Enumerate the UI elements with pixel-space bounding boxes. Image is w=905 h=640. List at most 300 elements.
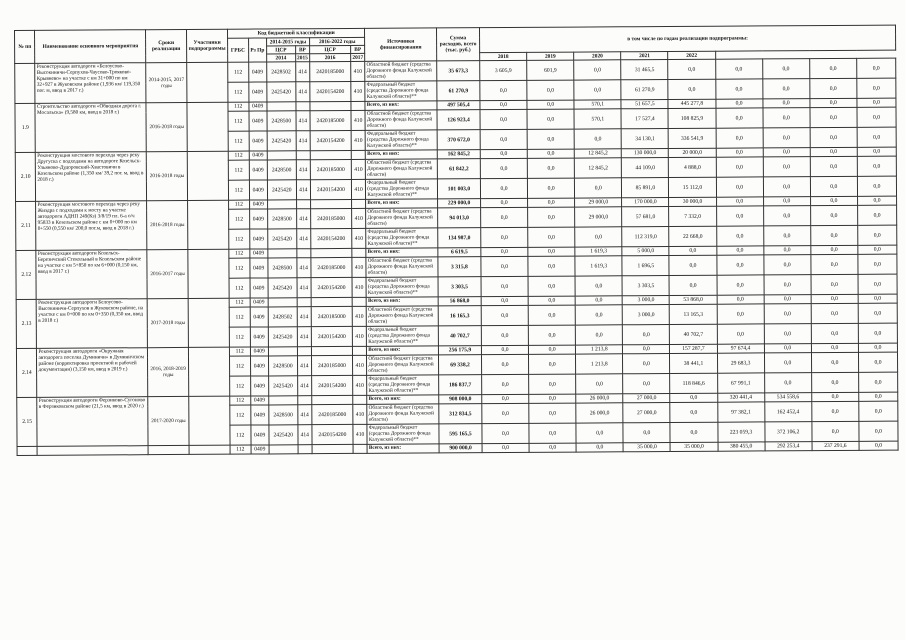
year-value: 0,0 bbox=[529, 443, 576, 452]
participants-cell bbox=[189, 347, 230, 396]
grbs-cell: 112 bbox=[230, 425, 251, 445]
year-value: 0,0 bbox=[809, 58, 856, 78]
year-value: 34 130,1 bbox=[621, 129, 668, 149]
sum-cell: 595 165,5 bbox=[439, 424, 482, 444]
participants-cell bbox=[188, 249, 229, 298]
csr-cell: 2425420 bbox=[268, 229, 297, 249]
term bbox=[148, 445, 189, 454]
grbs-cell: 112 bbox=[229, 278, 250, 298]
row-number: 2.10 bbox=[15, 152, 36, 201]
activity-name: Реконструкция автодороги Козельск-Березичский Стекольный в Козельском районе на участке с км 5+850 по км 6+000 (0,150 км, ввод в 2017 г.) bbox=[36, 250, 147, 300]
sum-cell: 69 338,2 bbox=[438, 355, 481, 375]
rzpr-cell: 0409 bbox=[249, 200, 267, 209]
csr-cell: 2420154200 bbox=[312, 424, 353, 444]
participants-cell bbox=[187, 102, 228, 151]
year-value: 118 846,6 bbox=[670, 373, 717, 393]
csr-cell: 2420154200 bbox=[311, 326, 352, 346]
csr-cell: 2428500 bbox=[269, 405, 298, 425]
year-value: 0,0 bbox=[481, 207, 528, 227]
year-value: 0,0 bbox=[716, 128, 763, 148]
source-cell: Всего, из них: bbox=[367, 346, 439, 355]
vr-cell bbox=[296, 200, 310, 209]
row-number bbox=[17, 446, 38, 455]
year-value: 0,0 bbox=[858, 294, 897, 303]
year-value: 29 683,3 bbox=[717, 353, 764, 373]
year-value: 0,0 bbox=[575, 305, 622, 325]
csr-cell: 2425420 bbox=[267, 82, 296, 102]
year-value: 0,0 bbox=[528, 198, 575, 207]
vr-cell: 414 bbox=[296, 111, 310, 131]
year-value: 97 674,4 bbox=[717, 344, 764, 353]
year-value: 0,0 bbox=[480, 109, 527, 129]
csr-cell bbox=[267, 102, 296, 111]
year-value: 5 000,0 bbox=[622, 247, 669, 256]
vr-cell: 414 bbox=[297, 258, 311, 278]
source-cell: Всего, из них: bbox=[367, 444, 439, 453]
year-value: 31 465,5 bbox=[621, 60, 668, 80]
source-cell: Областной бюджет (средства Дорожного фонда Калужской области) bbox=[366, 306, 438, 326]
csr-cell: 2425420 bbox=[267, 131, 296, 151]
year-value: 0,0 bbox=[717, 295, 764, 304]
csr-cell: 2425420 bbox=[269, 376, 298, 396]
grbs-cell: 112 bbox=[228, 82, 249, 102]
year-value: 0,0 bbox=[811, 392, 858, 401]
source-cell: Всего, из них: bbox=[366, 150, 438, 159]
csr-cell: 2420185000 bbox=[311, 257, 352, 277]
sum-cell: 3 303,5 bbox=[438, 277, 481, 297]
grbs-cell: 112 bbox=[228, 111, 249, 131]
vr-cell: 414 bbox=[297, 376, 311, 396]
year-value: 0,0 bbox=[857, 176, 896, 196]
year-header: 2014 bbox=[267, 54, 296, 62]
col-csr2: ЦСР bbox=[310, 45, 351, 53]
year-value: 13 165,3 bbox=[670, 304, 717, 324]
rzpr-cell: 0409 bbox=[250, 278, 269, 298]
col-source: Источники финансирования bbox=[365, 28, 437, 61]
csr-cell: 2420154200 bbox=[311, 228, 352, 248]
csr-cell bbox=[312, 395, 353, 404]
term: 2016-2018 годы bbox=[146, 102, 187, 151]
csr-cell: 2420185000 bbox=[311, 306, 352, 326]
year-value: 0,0 bbox=[529, 423, 576, 443]
sum-cell: 900 000,0 bbox=[439, 444, 482, 453]
vr-cell bbox=[352, 297, 366, 306]
year-value: 0,0 bbox=[859, 421, 898, 441]
grbs-cell: 112 bbox=[230, 405, 251, 425]
csr-cell: 2420185000 bbox=[310, 110, 351, 130]
vr-cell bbox=[352, 248, 366, 257]
rzpr-cell: 0409 bbox=[250, 405, 269, 425]
vr-cell bbox=[296, 249, 310, 258]
year-value: 0,0 bbox=[529, 345, 576, 354]
year-value: 0,0 bbox=[481, 256, 528, 276]
term: 2017-2020 годы bbox=[148, 396, 189, 445]
vr-cell: 414 bbox=[297, 278, 311, 298]
source-cell: Федеральный бюджет (средства Дорожного фонда Калужской области)** bbox=[366, 277, 438, 297]
year-value: 0,0 bbox=[481, 305, 528, 325]
year-value: 0,0 bbox=[762, 59, 809, 79]
vr-cell: 410 bbox=[351, 179, 366, 199]
csr-cell: 2428502 bbox=[268, 307, 297, 327]
year-value: 0,0 bbox=[764, 373, 811, 393]
year-value: 0,0 bbox=[716, 206, 763, 226]
year-value: 0,0 bbox=[575, 178, 622, 198]
year-value: 0,0 bbox=[764, 304, 811, 324]
vr-cell: 410 bbox=[352, 257, 367, 277]
sum-cell: 497 505,4 bbox=[437, 101, 480, 110]
rzpr-cell: 0409 bbox=[248, 82, 267, 102]
csr-cell: 2420185000 bbox=[310, 159, 351, 179]
grbs-cell: 112 bbox=[230, 356, 251, 376]
csr-cell: 2425420 bbox=[268, 278, 297, 298]
year-value: 0,0 bbox=[763, 157, 810, 177]
year-value: 0,0 bbox=[764, 295, 811, 304]
col-2014-2015: 2014-2015 годы bbox=[266, 38, 309, 46]
csr-cell bbox=[268, 298, 297, 307]
year-value: 0,0 bbox=[811, 343, 858, 352]
vr-cell bbox=[352, 346, 366, 355]
rzpr-cell: 0409 bbox=[249, 160, 268, 180]
year-value: 0,0 bbox=[764, 344, 811, 353]
grbs-cell: 112 bbox=[228, 180, 249, 200]
year-value: 0,0 bbox=[764, 255, 811, 275]
year-value: 67 991,1 bbox=[717, 373, 764, 393]
rzpr-cell: 0409 bbox=[248, 102, 266, 111]
vr-cell: 410 bbox=[353, 404, 368, 424]
year-value: 0,0 bbox=[575, 227, 622, 247]
year-header: 2018 bbox=[480, 52, 527, 60]
csr-cell bbox=[311, 297, 352, 306]
row-number: 1.9 bbox=[15, 103, 36, 152]
year-header: 2019 bbox=[527, 52, 574, 60]
year-value: 0,0 bbox=[811, 274, 858, 294]
year-value: 0,0 bbox=[858, 274, 897, 294]
year-value: 38 441,1 bbox=[670, 353, 717, 373]
vr-cell: 414 bbox=[298, 425, 312, 445]
term: 2016-2017 годы bbox=[147, 249, 188, 298]
rzpr-cell: 0409 bbox=[250, 356, 269, 376]
sum-cell: 61 270,9 bbox=[437, 81, 480, 101]
csr-cell: 2428500 bbox=[268, 258, 297, 278]
year-value: 1 619,3 bbox=[575, 247, 622, 256]
csr-cell bbox=[312, 444, 353, 453]
year-value: 0,0 bbox=[858, 343, 897, 352]
year-value: 27 000,0 bbox=[623, 393, 670, 402]
year-value: 0,0 bbox=[763, 128, 810, 148]
year-value: 0,0 bbox=[810, 196, 857, 205]
row-number: 2.12 bbox=[16, 250, 37, 299]
activity-name: Реконструкция автодороги Ферзиково-Сугоново в Ферзиковском районе (21,5 км, ввод в 2020 г.) bbox=[37, 397, 148, 447]
year-header: 2020 bbox=[574, 52, 621, 60]
year-value: 0,0 bbox=[528, 256, 575, 276]
year-value: 0,0 bbox=[810, 107, 857, 127]
year-value: 3 303,5 bbox=[622, 276, 669, 296]
year-value: 3 000,0 bbox=[623, 305, 670, 325]
vr-cell: 410 bbox=[352, 208, 367, 228]
source-cell: Областной бюджет (средства Дорожного фонда Калужской области) bbox=[366, 257, 438, 277]
year-value: 0,0 bbox=[528, 178, 575, 198]
vr-cell bbox=[298, 445, 312, 454]
year-value: 0,0 bbox=[481, 227, 528, 247]
year-value: 0,0 bbox=[857, 58, 896, 78]
vr-cell bbox=[296, 151, 310, 160]
year-value: 0,0 bbox=[527, 158, 574, 178]
source-cell: Областной бюджет (средства Дорожного фонда Калужской области) bbox=[365, 61, 437, 81]
year-value: 0,0 bbox=[763, 197, 810, 206]
vr-cell bbox=[296, 102, 310, 111]
rzpr-cell: 0409 bbox=[250, 298, 268, 307]
sum-cell: 134 987,0 bbox=[438, 228, 481, 248]
year-value: 0,0 bbox=[763, 99, 810, 108]
participants-cell bbox=[189, 396, 230, 445]
year-value: 0,0 bbox=[574, 60, 621, 80]
year-value: 0,0 bbox=[811, 245, 858, 254]
csr-cell bbox=[310, 101, 351, 110]
source-cell: Федеральный бюджет (средства Дорожного фонда Калужской области)** bbox=[366, 228, 438, 248]
rzpr-cell: 0409 bbox=[250, 327, 269, 347]
year-value: 7 332,0 bbox=[669, 206, 716, 226]
year-value: 0,0 bbox=[763, 148, 810, 157]
col-csr1: ЦСР bbox=[267, 46, 296, 54]
vr-cell bbox=[351, 150, 365, 159]
sum-cell: 61 842,2 bbox=[437, 159, 480, 179]
year-value: 0,0 bbox=[527, 80, 574, 100]
source-cell: Областной бюджет (средства Дорожного фонда Калужской области) bbox=[365, 110, 437, 130]
year-value: 29 000,0 bbox=[575, 198, 622, 207]
source-cell: Федеральный бюджет (средства Дорожного фонда Калужской области)** bbox=[367, 375, 439, 395]
sum-cell: 16 165,3 bbox=[438, 306, 481, 326]
csr-cell: 2428502 bbox=[267, 62, 296, 82]
year-value: 0,0 bbox=[763, 226, 810, 246]
year-value: 0,0 bbox=[858, 225, 897, 245]
year-value: 0,0 bbox=[857, 156, 896, 176]
year-value: 0,0 bbox=[764, 324, 811, 344]
year-value: 0,0 bbox=[623, 422, 670, 442]
year-value: 0,0 bbox=[811, 303, 858, 323]
grbs-cell: 112 bbox=[228, 131, 249, 151]
year-value: 35 000,0 bbox=[623, 442, 670, 451]
year-value: 0,0 bbox=[529, 403, 576, 423]
grbs-cell: 112 bbox=[230, 445, 251, 454]
year-value: 0,0 bbox=[482, 403, 529, 423]
year-value: 0,0 bbox=[670, 402, 717, 422]
vr-cell: 414 bbox=[296, 160, 310, 180]
csr-cell: 2420154200 bbox=[310, 130, 351, 150]
year-value: 0,0 bbox=[576, 443, 623, 452]
csr-cell bbox=[310, 199, 351, 208]
year-value: 0,0 bbox=[481, 354, 528, 374]
year-value: 1 213,8 bbox=[576, 354, 623, 374]
term: 2016-2018 годы bbox=[147, 200, 188, 249]
year-value: 27 000,0 bbox=[623, 402, 670, 422]
year-value: 0,0 bbox=[764, 353, 811, 373]
csr-cell: 2425420 bbox=[269, 425, 298, 445]
sum-cell: 370 672,0 bbox=[437, 130, 480, 150]
row-number bbox=[15, 63, 36, 103]
col-by-years: в том числе по годам реализации подпрограммы: bbox=[479, 25, 895, 53]
activity-name: Реконструкция мостового перехода через реку Жиздра с подходами к мосту на участке автодороги АДНП 249(Кз) 3/8/19 пл. 6-а о/ч 95833 в Козельском районе с км 0+000 по км 0+550 (0,550 км/ 200,0 пог.м, ввод в 2018 г.) bbox=[36, 201, 147, 251]
csr-cell: 2420185000 bbox=[311, 208, 352, 228]
col-grbs: ГРБС bbox=[228, 38, 249, 62]
year-value: 30 000,0 bbox=[669, 197, 716, 206]
col-term: Сроки реализации bbox=[146, 29, 187, 62]
year-value: 0,0 bbox=[859, 401, 898, 421]
year-value: 320 441,4 bbox=[717, 393, 764, 402]
vr-cell: 410 bbox=[351, 130, 366, 150]
grbs-cell: 112 bbox=[229, 327, 250, 347]
year-value: 0,0 bbox=[668, 79, 715, 99]
activity-name bbox=[38, 446, 149, 456]
year-value: 380 455,0 bbox=[718, 442, 765, 451]
year-value: 292 253,4 bbox=[765, 442, 812, 451]
vr-cell: 414 bbox=[296, 229, 310, 249]
year-value: 0,0 bbox=[576, 325, 623, 345]
year-value: 0,0 bbox=[623, 373, 670, 393]
year-value: 0,0 bbox=[574, 80, 621, 100]
vr-cell: 414 bbox=[296, 131, 310, 151]
table-body bbox=[15, 58, 898, 455]
year-value: 0,0 bbox=[857, 205, 896, 225]
activity-name: Реконструкция автодороги Белоусово-Высокиничи-Серпухов в Жуковском районе, на участке с км 0+000 по км 0+350 (0,350 км, ввод в 2018 г.) bbox=[37, 299, 148, 349]
year-value: 0,0 bbox=[529, 354, 576, 374]
year-value: 0,0 bbox=[717, 275, 764, 295]
year-value: 0,0 bbox=[576, 374, 623, 394]
source-cell: Всего, из них: bbox=[366, 199, 438, 208]
participants-cell bbox=[187, 62, 228, 102]
vr-cell: 414 bbox=[297, 307, 311, 327]
rzpr-cell: 0409 bbox=[249, 151, 267, 160]
vr-cell bbox=[353, 395, 367, 404]
vr-cell: 414 bbox=[296, 180, 310, 200]
vr-cell bbox=[297, 347, 311, 356]
year-value: 85 891,0 bbox=[622, 178, 669, 198]
sum-cell: 229 000,0 bbox=[438, 199, 481, 208]
csr-cell: 2420154200 bbox=[310, 81, 351, 101]
vr-cell bbox=[353, 444, 367, 453]
source-cell: Федеральный бюджет (средства Дорожного фонда Калужской области)** bbox=[365, 81, 437, 101]
col-vr2: ВР bbox=[351, 45, 365, 53]
rzpr-cell: 0409 bbox=[249, 111, 268, 131]
year-value: 0,0 bbox=[858, 352, 897, 372]
rzpr-cell: 0409 bbox=[250, 396, 268, 405]
row-number: 2.13 bbox=[16, 299, 37, 348]
year-value: 0,0 bbox=[811, 254, 858, 274]
term: 2017-2018 годы bbox=[147, 298, 188, 347]
sum-cell: 56 868,0 bbox=[438, 297, 481, 306]
year-value: 0,0 bbox=[763, 246, 810, 255]
csr-cell: 2420185000 bbox=[311, 355, 352, 375]
year-value: 0,0 bbox=[480, 149, 527, 158]
grbs-cell: 112 bbox=[228, 151, 249, 160]
year-value: 0,0 bbox=[482, 423, 529, 443]
activity-name: Реконструкция автодороги «Окружная автодорога поселка Думиничи» в Думиничском районе (корректировка проектной и рабочей документации) (3,150 км, ввод в 2019 г.) bbox=[37, 348, 148, 398]
vr-cell: 410 bbox=[353, 375, 368, 395]
year-value: 108 825,9 bbox=[668, 108, 715, 128]
source-cell: Федеральный бюджет (средства Дорожного фонда Калужской области)** bbox=[367, 424, 439, 444]
csr-cell bbox=[311, 248, 352, 257]
year-value: 0,0 bbox=[528, 207, 575, 227]
participants-cell bbox=[188, 298, 229, 347]
csr-cell: 2420185000 bbox=[312, 404, 353, 424]
sum-cell: 162 845,2 bbox=[437, 150, 480, 159]
sum-cell: 40 702,7 bbox=[438, 326, 481, 346]
year-value: 0,0 bbox=[716, 255, 763, 275]
year-value: 445 277,8 bbox=[668, 99, 715, 108]
year-value: 0,0 bbox=[810, 205, 857, 225]
year-value: 0,0 bbox=[575, 296, 622, 305]
vr-cell bbox=[297, 396, 311, 405]
year-value: 223 059,3 bbox=[717, 422, 764, 442]
year-value: 0,0 bbox=[810, 176, 857, 196]
grbs-cell: 112 bbox=[229, 200, 250, 209]
year-value: 0,0 bbox=[857, 127, 896, 147]
year-value: 26 000,0 bbox=[576, 394, 623, 403]
rzpr-cell: 0409 bbox=[250, 376, 269, 396]
csr-cell: 2420154200 bbox=[311, 277, 352, 297]
csr-cell bbox=[268, 347, 297, 356]
year-value: 0,0 bbox=[810, 147, 857, 156]
year-value: 0,0 bbox=[575, 276, 622, 296]
source-cell: Областной бюджет (средства Дорожного фонда Калужской области) bbox=[366, 159, 438, 179]
grbs-cell: 112 bbox=[229, 249, 250, 258]
vr-cell: 410 bbox=[352, 326, 367, 346]
year-value: 0,0 bbox=[480, 100, 527, 109]
grbs-cell: 112 bbox=[228, 102, 249, 111]
year-value: 44 109,0 bbox=[622, 158, 669, 178]
col-vr1: ВР bbox=[295, 46, 309, 54]
csr-cell bbox=[267, 151, 296, 160]
year-value: 0,0 bbox=[482, 374, 529, 394]
year-value: 1 696,5 bbox=[622, 256, 669, 276]
year-value: 0,0 bbox=[858, 254, 897, 274]
year-value: 40 702,7 bbox=[670, 324, 717, 344]
vr-cell: 410 bbox=[352, 277, 367, 297]
rzpr-cell: 0409 bbox=[249, 209, 268, 229]
col-budget-code: Код бюджетной классификации bbox=[228, 28, 365, 38]
year-value: 0,0 bbox=[857, 196, 896, 205]
csr-cell: 2425420 bbox=[268, 327, 297, 347]
year-value: 0,0 bbox=[717, 324, 764, 344]
year-value: 1 619,3 bbox=[575, 256, 622, 276]
sum-cell: 312 834,5 bbox=[439, 404, 482, 424]
year-value: 0,0 bbox=[763, 108, 810, 128]
year-value: 4 888,0 bbox=[669, 157, 716, 177]
vr-cell: 414 bbox=[297, 405, 311, 425]
csr-cell bbox=[269, 445, 298, 454]
year-value: 0,0 bbox=[481, 345, 528, 354]
rzpr-cell: 0409 bbox=[249, 229, 268, 249]
year-value: 0,0 bbox=[527, 109, 574, 129]
grbs-cell: 112 bbox=[229, 209, 250, 229]
year-value: 35 000,0 bbox=[670, 442, 717, 451]
source-cell: Областной бюджет (средства Дорожного фонда Калужской области) bbox=[366, 208, 438, 228]
vr-cell: 414 bbox=[295, 62, 309, 82]
year-value: 0,0 bbox=[859, 392, 898, 401]
csr-cell: 2428500 bbox=[267, 111, 296, 131]
year-value: 0,0 bbox=[810, 225, 857, 245]
year-value: 0,0 bbox=[857, 107, 896, 127]
year-value: 1 213,8 bbox=[576, 345, 623, 354]
year-value: 0,0 bbox=[859, 441, 898, 450]
rzpr-cell: 0409 bbox=[251, 445, 269, 454]
year-value: 0,0 bbox=[669, 255, 716, 275]
year-value: 0,0 bbox=[481, 296, 528, 305]
rzpr-cell: 0409 bbox=[250, 347, 268, 356]
year-value: 0,0 bbox=[811, 294, 858, 303]
csr-cell bbox=[268, 249, 297, 258]
grbs-cell: 112 bbox=[229, 298, 250, 307]
source-cell: Всего, из них: bbox=[366, 248, 438, 257]
